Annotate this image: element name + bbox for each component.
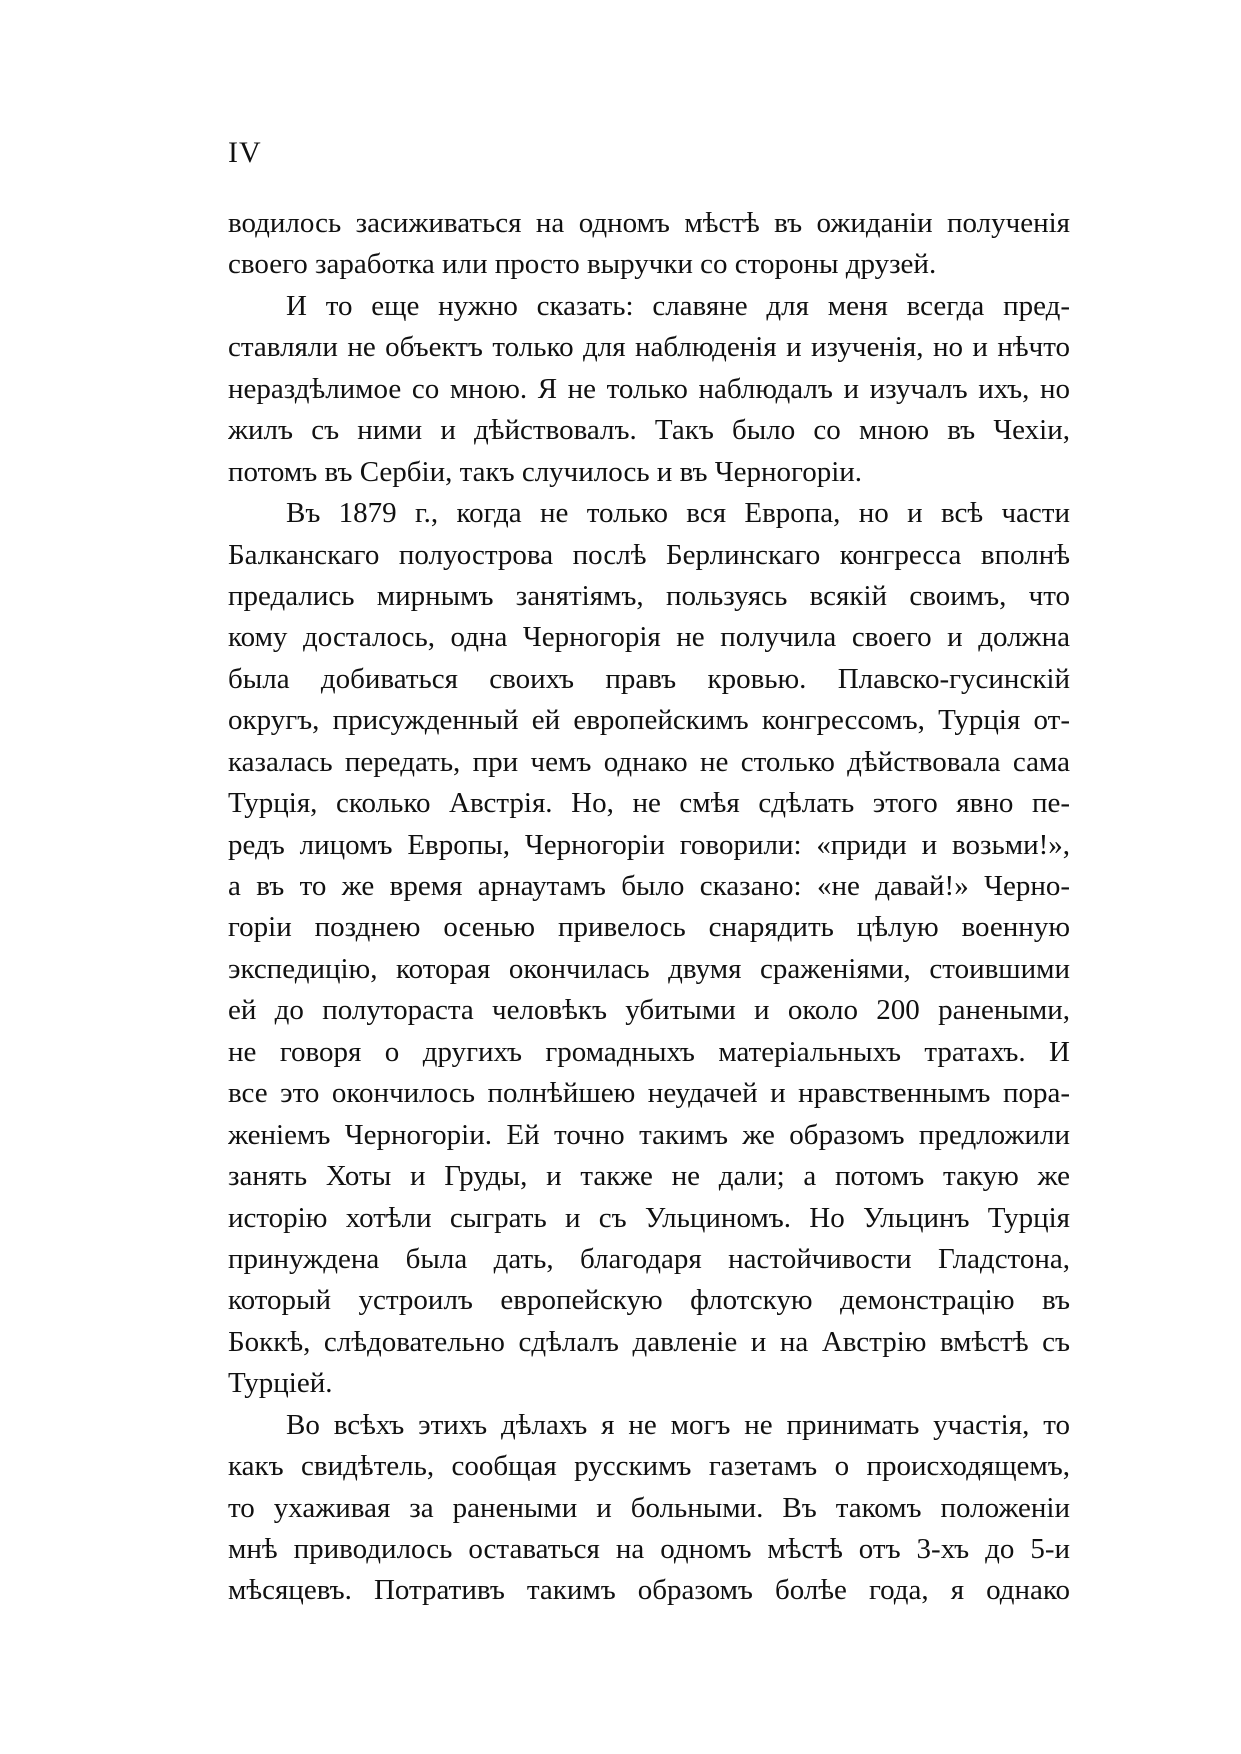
text-line: женіемъ Черногоріи. Ей точно такимъ же образомъ предложили xyxy=(228,1118,1070,1151)
text-line: потомъ въ Сербіи, такъ случилось и въ Черногоріи. xyxy=(228,455,863,488)
text-line: водилось засиживаться на одномъ мѣстѣ въ ожиданіи полученія xyxy=(228,207,1070,239)
text-line: исторію хотѣли сыграть и съ Ульциномъ. Но Ульцинъ Турція xyxy=(228,1201,1070,1234)
paragraph-start-line: Во всѣхъ этихъ дѣлахъ я не могъ не принимать участія, то xyxy=(286,1408,1070,1441)
text-line: мнѣ приводилось оставаться на одномъ мѣстѣ отъ 3-хъ до 5-и xyxy=(228,1533,1070,1565)
paragraph-start-line: И то еще нужно сказать: славяне для меня всегда пред- xyxy=(286,289,1070,322)
text-line: ставляли не объектъ только для наблюденія и изученія, но и нѣчто xyxy=(228,331,1070,364)
text-line: занять Хоты и Груды, и также не дали; а потомъ такую же xyxy=(228,1160,1070,1193)
text-line: округъ, присужденный ей европейскимъ конгрессомъ, Турція от- xyxy=(228,704,1070,737)
text-line: который устроилъ европейскую флотскую демонстрацію въ xyxy=(228,1284,1070,1317)
text-line: своего заработка или просто выручки со стороны друзей. xyxy=(228,248,937,281)
paragraph-start-line: Въ 1879 г., когда не только вся Европа, но и всѣ части xyxy=(286,497,1070,530)
text-line: горіи позднею осенью привелось снарядить цѣлую военную xyxy=(228,911,1070,944)
body-text xyxy=(228,203,1070,1612)
text-line: не говоря о другихъ громадныхъ матеріальныхъ тратахъ. И xyxy=(228,1035,1070,1068)
text-line: нераздѣлимое со мною. Я не только наблюдалъ и изучалъ ихъ, но xyxy=(228,372,1070,405)
text-line: предались мирнымъ занятіямъ, пользуясь всякій своимъ, что xyxy=(228,579,1070,612)
text-line: принуждена была дать, благодаря настойчивости Гладстона, xyxy=(228,1242,1070,1275)
text-line: а въ то же время арнаутамъ было сказано: «не давай!» Черно- xyxy=(228,870,1070,902)
text-line: Боккѣ, слѣдовательно сдѣлалъ давленіе и на Австрію вмѣстѣ съ xyxy=(228,1325,1070,1358)
text-line: кому досталось, одна Черногорія не получила своего и должна xyxy=(228,621,1070,654)
text-line: была добиваться своихъ правъ кровью. Плавско-гусинскій xyxy=(228,662,1070,695)
text-line: то ухаживая за ранеными и больными. Въ такомъ положеніи xyxy=(228,1491,1070,1524)
text-line: казалась передать, при чемъ однако не столько дѣйствовала сама xyxy=(228,745,1070,778)
text-line: Балканскаго полуострова послѣ Берлинскаго конгресса вполнѣ xyxy=(228,538,1070,571)
text-line: Турціей. xyxy=(228,1367,333,1400)
text-line: экспедицію, которая окончилась двумя сраженіями, стоившими xyxy=(228,952,1070,985)
text-line: Турція, сколько Австрія. Но, не смѣя сдѣлать этого явно пе- xyxy=(228,787,1070,820)
text-line: ей до полутораста человѣкъ убитыми и около 200 ранеными, xyxy=(228,994,1070,1027)
text-line: редъ лицомъ Европы, Черногоріи говорили: «приди и возьми!», xyxy=(228,828,1070,861)
text-line: какъ свидѣтель, сообщая русскимъ газетамъ о происходящемъ, xyxy=(228,1450,1070,1483)
page-number: IV xyxy=(228,136,262,169)
text-line: все это окончилось полнѣйшею неудачей и нравственнымъ пора- xyxy=(228,1077,1070,1110)
text-line: жилъ съ ними и дѣйствовалъ. Такъ было со мною въ Чехіи, xyxy=(228,414,1070,447)
text-line: мѣсяцевъ. Потративъ такимъ образомъ болѣе года, я однако xyxy=(228,1574,1070,1607)
